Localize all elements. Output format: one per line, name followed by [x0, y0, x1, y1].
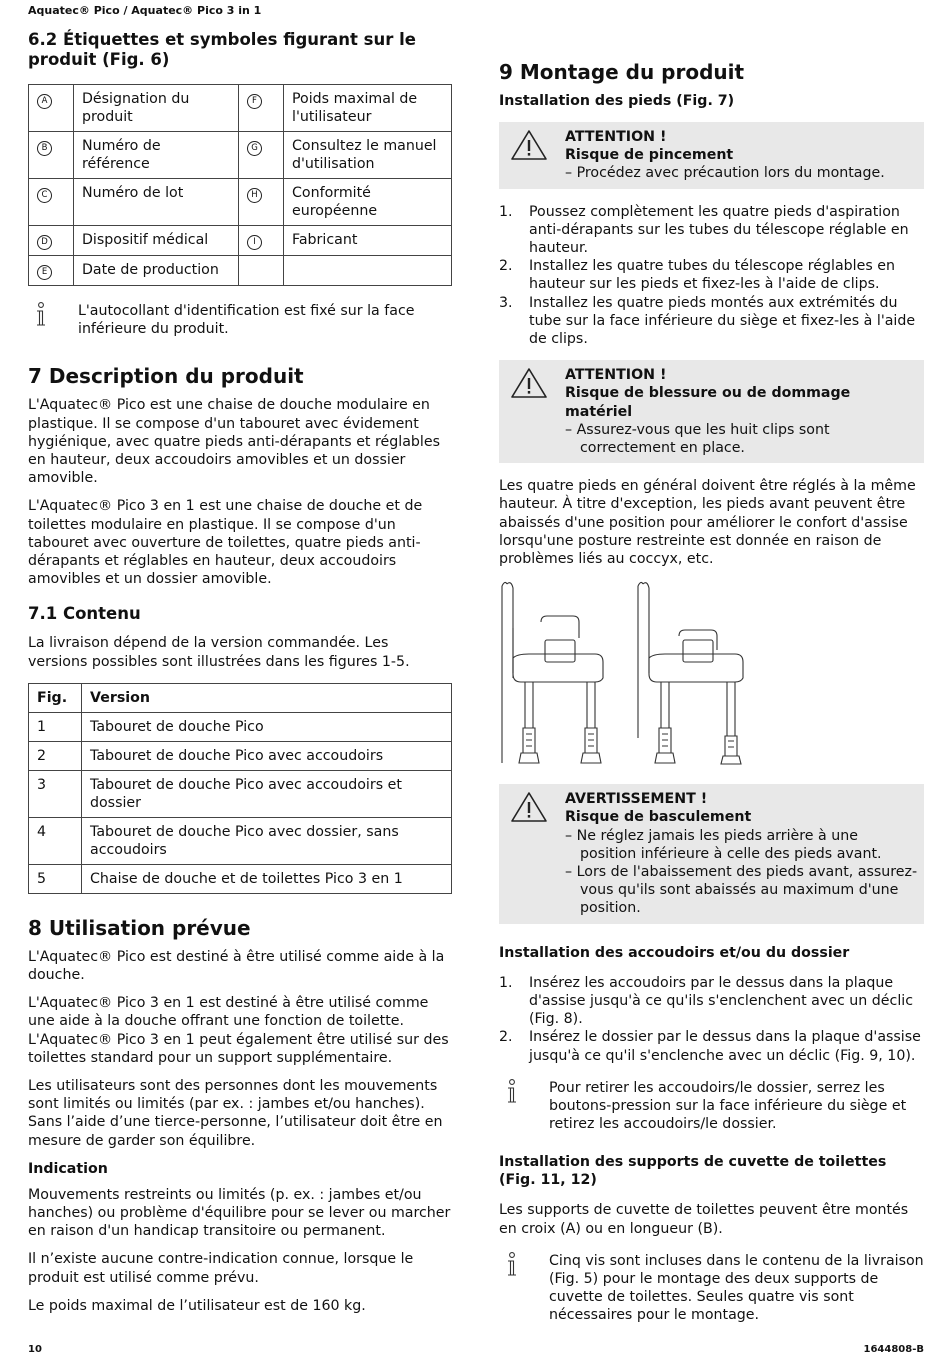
symbol-label: Désignation du produit	[74, 85, 239, 132]
s8-paragraph-2: L'Aquatec® Pico 3 en 1 est destiné à être utilisé comme une aide à la douche offrant une fonction de toilette. L'Aquatec® Pico 3 en 1 peut également être utilisé sur des toilettes standard pour un support supplémentaire.	[28, 995, 449, 1066]
symbol-label: Fabricant	[284, 226, 452, 256]
section-8-title: 8 Utilisation prévue	[28, 915, 251, 940]
page-header: Aquatec® Pico / Aquatec® Pico 3 in 1	[28, 4, 262, 17]
list-item: 2. Installez les quatre tubes du télescope réglables en hauteur sur les pieds et fixez-les à l'aide de clips.	[499, 258, 895, 293]
s8-paragraph-3: Les utilisateurs sont des personnes dont les mouvements sont limités ou limités (par ex. : jambes et/ou hanches). Sans l’aide d’une tierce-personne, l’utilisateur doit être en mesure de garder son équilibre.	[28, 1078, 443, 1149]
chair-illustration-2	[635, 578, 750, 768]
symbol-letter: F	[247, 94, 262, 109]
info-icon	[499, 1252, 549, 1325]
warning-tipping	[499, 784, 924, 923]
warning-triangle-icon	[509, 790, 565, 917]
list-item: 1. Poussez complètement les quatre pieds d'aspiration anti-dérapants sur les tubes du télescope réglable en hauteur.	[499, 203, 909, 257]
versions-header-version: Version	[82, 683, 452, 712]
table-row	[29, 741, 452, 770]
info-icon	[28, 302, 78, 338]
symbol-letter: A	[37, 94, 52, 109]
toilet-support-title: Installation des supports de cuvette de toilettes (Fig. 11, 12)	[499, 1154, 887, 1189]
warning-triangle-icon	[509, 128, 565, 183]
symbol-letter: E	[37, 265, 52, 280]
s7-paragraph-2: L'Aquatec® Pico 3 en 1 est une chaise de douche et de toilettes modulaire en plastique. Il se compose d'un tabouret avec ouverture de toilettes, quatre pieds anti-dérapants et réglables en hauteur, deux accoudoirs amovibles et un dossier amovible.	[28, 498, 423, 588]
warning-injury-title: ATTENTION !	[565, 367, 667, 384]
armrest-installation-title: Installation des accoudoirs et/ou du dossier	[499, 944, 850, 961]
version-fig: 2	[29, 741, 82, 770]
symbol-letter: B	[37, 141, 52, 156]
toilet-support-paragraph: Les supports de cuvette de toilettes peuvent être montés en croix (A) ou en longueur (B).	[499, 1202, 909, 1237]
table-row	[29, 179, 452, 226]
list-item: 2. Insérez le dossier par le dessus dans la plaque d'assise jusqu'à ce qu'il s'enclenche avec un déclic (Fig. 9, 10).	[499, 1029, 921, 1064]
table-row	[29, 226, 452, 256]
versions-header-fig: Fig.	[29, 683, 82, 712]
table-row	[29, 85, 452, 132]
list-item: 1. Insérez les accoudoirs par le dessus dans la plaque d'assise jusqu'à ce qu'ils s'enclenchent avec un déclic (Fig. 8).	[499, 974, 914, 1028]
symbol-label: Poids maximal de l'utilisateur	[284, 85, 452, 132]
s8-paragraph-4: Mouvements restreints ou limités (p. ex. : jambes et/ou hanches) ou problème d'équilibre pour se lever ou marcher en raison d'un handicap transitoire ou permanent.	[28, 1186, 451, 1240]
section-7-1-title: 7.1 Contenu	[28, 604, 141, 624]
warning-pinch-subtitle: Risque de pincement	[565, 147, 734, 164]
list-item: 3. Installez les quatre pieds montés aux extrémités du tube sur la face inférieure du siège et fixez-les à l'aide de clips.	[499, 294, 916, 348]
feet-paragraph: Les quatre pieds en général doivent être réglés à la même hauteur. À titre d'exception, les pieds avant peuvent être abaissés d'une position pour améliorer le confort d'assise lorsqu'une posture restreinte est donnée en raison de problèmes liés au coccyx, etc.	[499, 478, 916, 568]
version-fig: 4	[29, 817, 82, 864]
s8-paragraph-6: Le poids maximal de l’utilisateur est de 160 kg.	[28, 1297, 366, 1314]
note-removal-text: Pour retirer les accoudoirs/le dossier, serrez les boutons-pression sur la face inférieure du siège et retirez les accoudoirs/le dossier.	[549, 1079, 907, 1133]
info-icon	[499, 1079, 549, 1134]
symbols-table	[28, 84, 452, 286]
warning-tipping-title: AVERTISSEMENT !	[565, 791, 708, 808]
table-row	[29, 770, 452, 817]
note-removal	[499, 1079, 924, 1134]
symbol-letter: H	[247, 188, 262, 203]
symbol-label: Dispositif médical	[74, 226, 239, 256]
symbol-label: Numéro de lot	[74, 179, 239, 226]
symbol-label: Consultez le manuel d'utilisation	[284, 132, 452, 179]
symbol-letter: D	[37, 235, 52, 250]
warning-pinch-item: – Procédez avec précaution lors du montage.	[565, 165, 885, 182]
symbol-letter: I	[247, 235, 262, 250]
symbol-label	[284, 256, 452, 286]
version-name: Tabouret de douche Pico avec accoudoirs et dossier	[82, 770, 452, 817]
chair-illustration-1	[499, 578, 609, 768]
warning-injury-item: – Assurez-vous que les huit clips sont correctement en place.	[565, 421, 830, 457]
warning-tipping-subtitle: Risque de basculement	[565, 809, 752, 826]
note-screws	[499, 1252, 924, 1325]
note-sticker-text: L'autocollant d'identification est fixé sur la face inférieure du produit.	[78, 303, 415, 338]
warning-triangle-icon	[509, 366, 565, 457]
s7-paragraph-1: L'Aquatec® Pico est une chaise de douche modulaire en plastique. Il se compose d'un tabouret avec évidement hygiénique, avec quatre pieds anti-dérapants et réglables en hauteur, deux accoudoirs amovibles et un dossier amovible.	[28, 397, 440, 487]
note-screws-text: Cinq vis sont incluses dans le contenu de la livraison (Fig. 5) pour le montage des deux supports de cuvette de toilettes. Seules quatre vis sont nécessaires pour le montage.	[549, 1252, 924, 1324]
right-column	[499, 60, 924, 1339]
version-name: Tabouret de douche Pico avec dossier, sans accoudoirs	[82, 817, 452, 864]
symbol-label: Numéro de référence	[74, 132, 239, 179]
table-row	[29, 132, 452, 179]
table-row	[29, 817, 452, 864]
s8-paragraph-5: Il n’existe aucune contre-indication connue, lorsque le produit est utilisé comme prévu.	[28, 1251, 414, 1286]
version-name: Tabouret de douche Pico	[82, 712, 452, 741]
symbol-label: Date de production	[74, 256, 239, 286]
version-fig: 1	[29, 712, 82, 741]
note-sticker	[28, 302, 452, 338]
warning-injury-subtitle: Risque de blessure ou de dommage matériel	[565, 385, 851, 420]
symbol-letter: G	[247, 141, 262, 156]
warning-pinch-title: ATTENTION !	[565, 129, 667, 145]
table-row	[29, 256, 452, 286]
table-row	[29, 712, 452, 741]
warning-pinch	[499, 122, 924, 189]
table-row	[29, 864, 452, 893]
page-number: 10	[28, 1344, 42, 1355]
version-name: Chaise de douche et de toilettes Pico 3 en 1	[82, 864, 452, 893]
version-name: Tabouret de douche Pico avec accoudoirs	[82, 741, 452, 770]
indication-title: Indication	[28, 1160, 108, 1177]
version-fig: 5	[29, 864, 82, 893]
document-number: 1644808-B	[863, 1344, 924, 1355]
section-9-title: 9 Montage du produit	[499, 60, 745, 84]
version-fig: 3	[29, 770, 82, 817]
versions-table	[28, 683, 452, 894]
feet-installation-title: Installation des pieds (Fig. 7)	[499, 93, 735, 109]
warning-tipping-item: – Ne réglez jamais les pieds arrière à une position inférieure à celle des pieds avant.	[565, 827, 882, 862]
warning-injury	[499, 360, 924, 463]
warning-tipping-item: – Lors de l'abaissement des pieds avant, assurez-vous qu'ils sont abaissés au maximum d'une position.	[565, 864, 918, 917]
armrest-steps	[499, 974, 924, 1065]
feet-steps	[499, 203, 924, 349]
section-6-2-title: 6.2 Étiquettes et symboles figurant sur le produit (Fig. 6)	[28, 30, 416, 69]
chair-illustrations	[499, 578, 924, 768]
symbol-letter: C	[37, 188, 52, 203]
left-column	[28, 30, 452, 1325]
s8-paragraph-1: L'Aquatec® Pico est destiné à être utilisé comme aide à la douche.	[28, 948, 445, 984]
symbol-label: Conformité européenne	[284, 179, 452, 226]
section-7-title: 7 Description du produit	[28, 364, 304, 389]
s71-paragraph: La livraison dépend de la version commandée. Les versions possibles sont illustrées dans les figures 1-5.	[28, 635, 410, 670]
